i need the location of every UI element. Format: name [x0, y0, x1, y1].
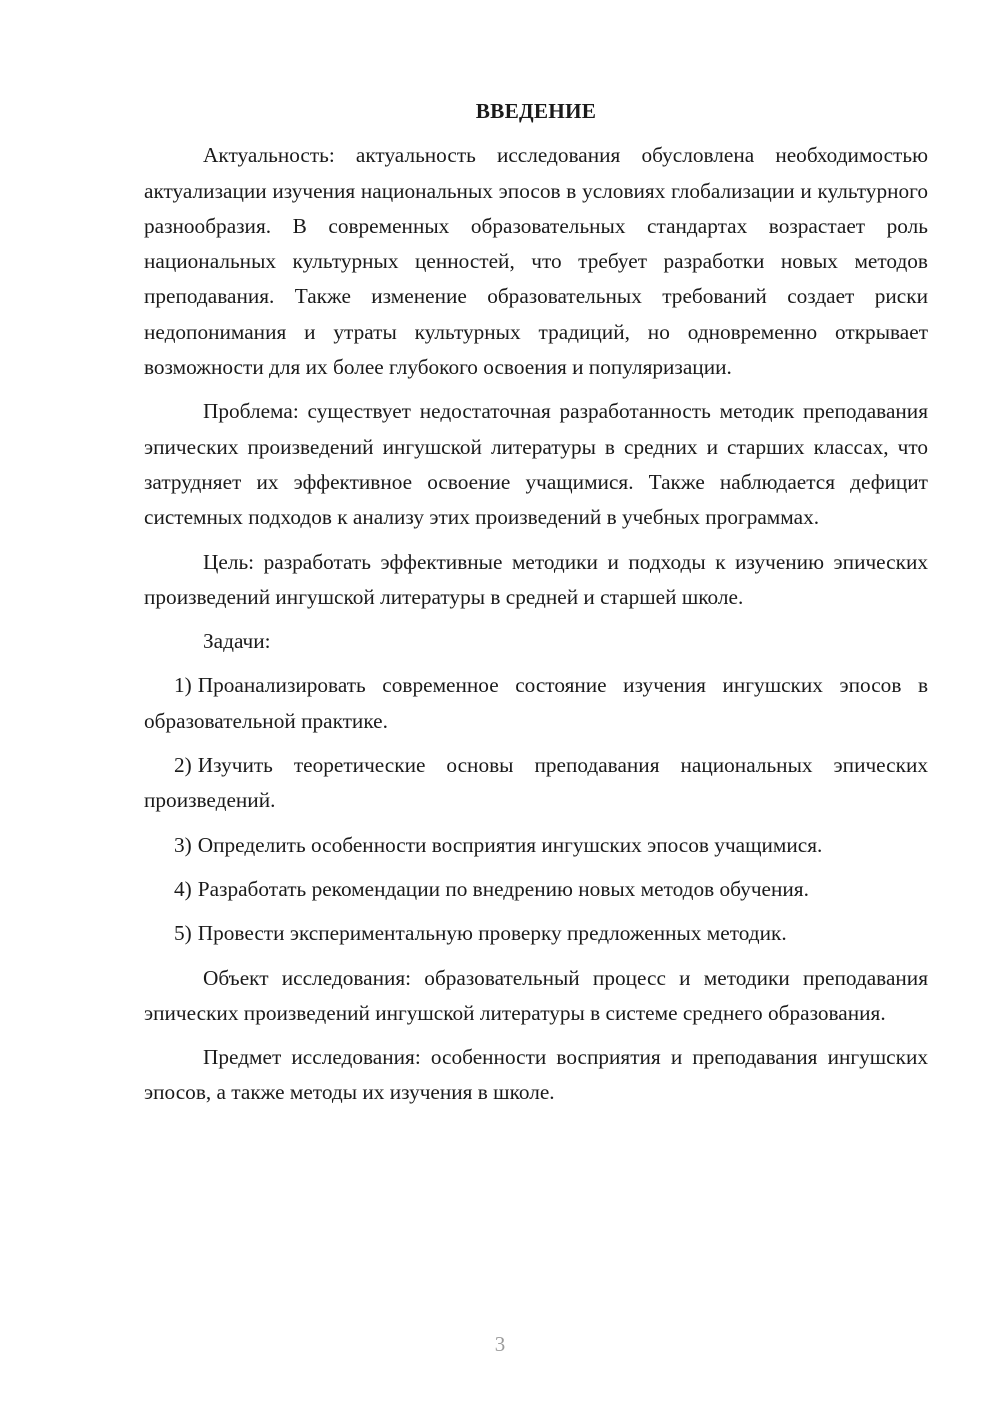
task-number: 4) [174, 876, 192, 901]
object-paragraph: Объект исследования: образовательный процесс и методики преподавания эпических произведений ингушской литературы в системе среднего образования. [144, 965, 928, 1025]
task-text: Проанализировать современное состояние изучения ингушских эпосов в образовательной практике. [144, 673, 928, 733]
task-text: Провести экспериментальную проверку предложенных методик. [197, 921, 787, 946]
tasks-label: Задачи: [203, 629, 271, 654]
task-item [144, 828, 928, 863]
page-number: 3 [494, 1332, 506, 1356]
task-number: 3) [174, 832, 192, 857]
task-item [144, 916, 928, 951]
page-title: ВВЕДЕНИЕ [475, 99, 597, 123]
subject-paragraph: Предмет исследования: особенности восприятия и преподавания ингушских эпосов, а также методы их изучения в школе. [144, 1045, 928, 1105]
task-item [144, 668, 928, 739]
task-text: Определить особенности восприятия ингушских эпосов учащимися. [197, 832, 823, 857]
task-item [144, 872, 928, 907]
task-number: 2) [174, 753, 192, 778]
problem-paragraph: Проблема: существует недостаточная разработанность методик преподавания эпических произведений ингушской литературы в средних и старших классах, что затрудняет их эффективное освоение учащимися. Также наблюдается дефицит системных подходов к анализу этих произведений в учебных программах. [144, 399, 928, 530]
relevance-paragraph: Актуальность: актуальность исследования обусловлена необходимостью актуализации изучения национальных эпосов в условиях глобализации и культурного разнообразия. В современных образовательных стандартах возрастает роль национальных культурных ценностей, что требует разработки новых методов преподавания. Также изменение образовательных требований создает риски недопонимания и утраты культурных традиций, но одновременно открывает возможности для их более глубокого освоения и популяризации. [144, 143, 928, 380]
task-number: 1) [174, 673, 192, 698]
task-text: Разработать рекомендации по внедрению новых методов обучения. [197, 876, 809, 901]
goal-paragraph: Цель: разработать эффективные методики и подходы к изучению эпических произведений ингушской литературы в средней и старшей школе. [144, 549, 928, 609]
page-content [144, 94, 928, 1120]
task-item [144, 748, 928, 819]
task-number: 5) [174, 921, 192, 946]
task-text: Изучить теоретические основы преподавания национальных эпических произведений. [144, 753, 928, 813]
